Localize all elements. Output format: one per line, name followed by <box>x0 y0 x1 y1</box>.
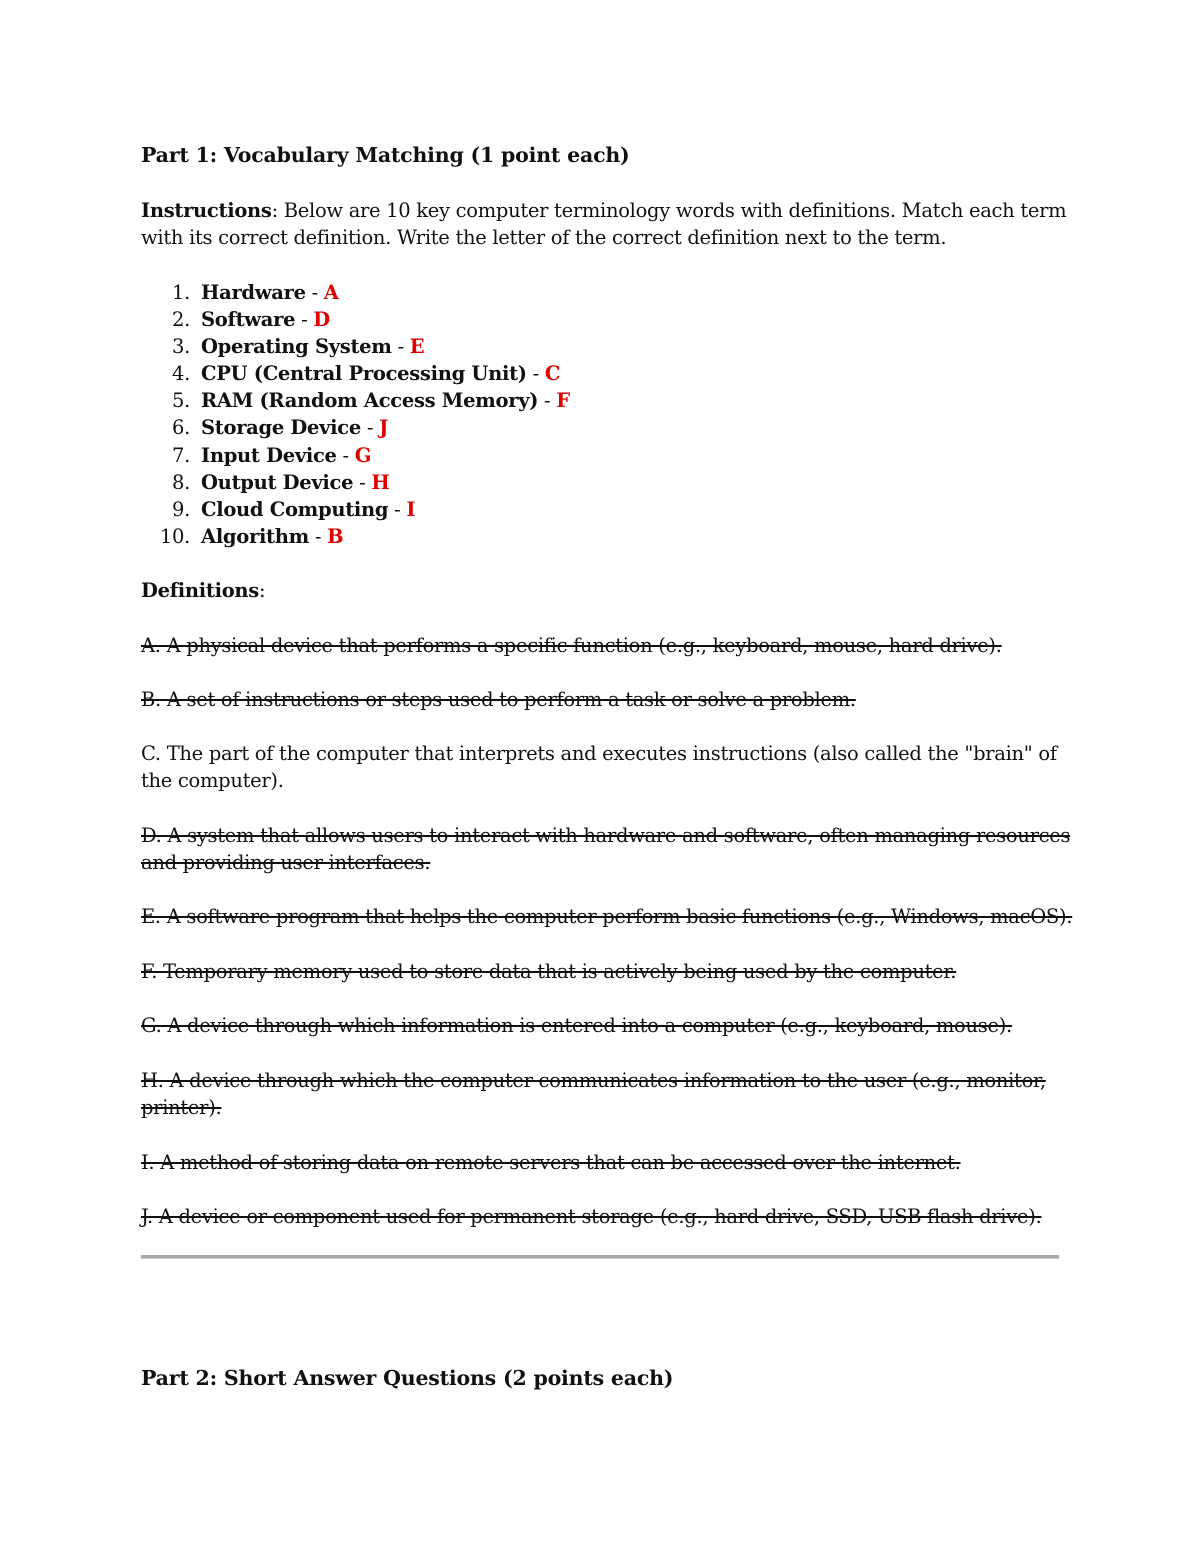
term-item <box>141 306 570 333</box>
definition-text: and providing user interfaces. <box>141 851 431 874</box>
definition-item <box>141 1203 1059 1230</box>
definition-item <box>141 1067 1059 1121</box>
term-name: Operating System <box>201 335 392 359</box>
term-number: 5. <box>171 389 190 413</box>
term-separator: - <box>526 362 545 386</box>
definition-text: J. A device or component used for permanent storage (e.g., hard drive, SSD, USB flash drive). <box>141 1205 1042 1228</box>
term-number: 7. <box>171 443 190 467</box>
definition-text: F. Temporary memory used to store data that is actively being used by the computer. <box>141 960 957 983</box>
term-name: Storage Device <box>201 416 361 440</box>
term-answer: E <box>409 335 425 359</box>
term-number: 10. <box>159 524 190 548</box>
term-name: Input Device <box>201 443 337 467</box>
definition-text: D. A system that allows users to interact with hardware and software, often managing resources <box>141 824 1071 847</box>
definition-text: B. A set of instructions or steps used to perform a task or solve a problem. <box>141 688 856 711</box>
term-answer: A <box>323 281 339 304</box>
term-separator: - <box>388 497 407 521</box>
term-separator: - <box>538 389 557 413</box>
instructions-paragraph <box>141 197 1066 251</box>
definition-item <box>141 1149 1059 1176</box>
term-number: 9. <box>171 497 190 521</box>
definition-text: the computer). <box>141 769 284 792</box>
term-number: 6. <box>171 416 190 440</box>
definition-item <box>141 1012 1059 1039</box>
term-name: Output Device <box>201 470 354 494</box>
term-item <box>141 414 570 441</box>
definition-text: A. A physical device that performs a specific function (e.g., keyboard, mouse, hard drive). <box>141 634 1002 657</box>
part1-heading: Part 1: Vocabulary Matching (1 point each) <box>141 143 630 167</box>
term-name: Cloud Computing <box>201 497 389 521</box>
definition-text: H. A device through which the computer communicates information to the user (e.g., monitor, <box>141 1069 1046 1092</box>
definitions-heading <box>141 577 265 604</box>
instructions-text-line2: with its correct definition. Write the letter of the correct definition next to the term. <box>141 226 947 249</box>
term-item <box>141 333 570 360</box>
term-item <box>141 360 570 387</box>
instructions-label: Instructions <box>141 199 272 222</box>
term-separator: - <box>295 308 314 332</box>
term-answer: B <box>327 524 344 548</box>
term-separator: - <box>305 281 324 304</box>
part2-heading: Part 2: Short Answer Questions (2 points each) <box>141 1366 674 1390</box>
term-separator: - <box>308 524 328 548</box>
definition-item <box>141 903 1073 930</box>
term-number: 1. <box>171 281 190 304</box>
term-answer: I <box>406 497 416 521</box>
term-item <box>141 279 570 306</box>
definition-item <box>141 822 1071 876</box>
terms-list <box>141 279 570 550</box>
term-name: CPU (Central Processing Unit) <box>201 362 527 386</box>
definition-text: printer). <box>141 1096 222 1119</box>
definition-item <box>141 958 1059 985</box>
term-answer: C <box>544 362 561 386</box>
instructions-text: : Below are 10 key computer terminology words with definitions. Match each term <box>271 199 1067 222</box>
term-number: 2. <box>171 308 190 332</box>
term-number: 4. <box>171 362 190 386</box>
term-separator: - <box>360 416 380 440</box>
term-name: Hardware <box>201 281 306 304</box>
term-answer: H <box>371 470 390 494</box>
definition-text: C. The part of the computer that interprets and executes instructions (also called the "brain" of <box>141 742 1057 765</box>
term-item <box>141 387 570 414</box>
term-separator: - <box>391 335 410 359</box>
term-name: Algorithm <box>201 524 309 548</box>
definition-text: E. A software program that helps the computer perform basic functions (e.g., Windows, macOS). <box>141 905 1073 928</box>
definition-text: I. A method of storing data on remote servers that can be accessed over the internet. <box>141 1151 961 1174</box>
horizontal-rule <box>141 1255 1059 1259</box>
term-item <box>141 496 570 523</box>
definition-item <box>141 686 1059 713</box>
definition-item <box>141 740 1059 794</box>
term-name: Software <box>201 308 296 332</box>
term-answer: G <box>354 443 372 467</box>
term-name: RAM (Random Access Memory) <box>201 389 539 413</box>
term-item <box>141 469 570 496</box>
term-separator: - <box>336 443 355 467</box>
term-number: 8. <box>171 470 190 494</box>
term-item <box>141 523 570 550</box>
definitions-label-suffix: : <box>258 579 266 602</box>
definitions-label: Definitions <box>141 579 259 602</box>
term-answer: J <box>379 416 389 440</box>
term-separator: - <box>353 470 372 494</box>
term-item <box>141 442 570 469</box>
term-number: 3. <box>171 335 190 359</box>
definition-item <box>141 632 1059 659</box>
term-answer: D <box>313 308 330 332</box>
definition-text: G. A device through which information is entered into a computer (e.g., keyboard, mouse). <box>141 1014 1012 1037</box>
term-answer: F <box>556 389 570 413</box>
